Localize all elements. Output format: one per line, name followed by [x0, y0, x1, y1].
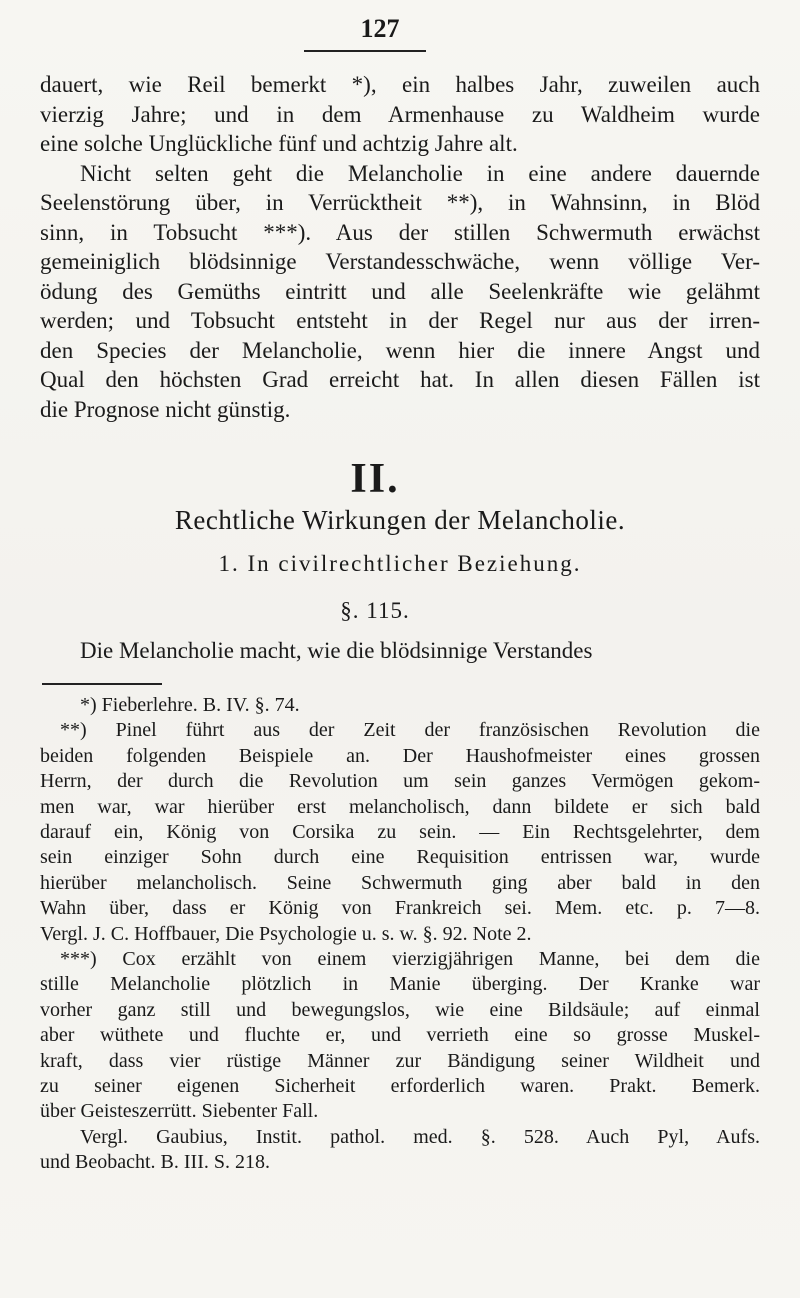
body-line: Nicht selten geht die Melancholie in eine andere dauernde	[80, 160, 760, 186]
footnote-rule	[42, 683, 162, 685]
paragraph-number: §. 115.	[340, 598, 410, 623]
footnote-line: Wahn über, dass er König von Frankreich sei. Mem. etc. p. 7—8.	[40, 897, 760, 920]
footnote-line: Vergl. J. C. Hoffbauer, Die Psychologie u. s. w. §. 92. Note 2.	[40, 922, 532, 945]
body-line: dauert, wie Reil bemerkt *), ein halbes Jahr, zuweilen auch	[40, 72, 760, 97]
section-title: Rechtliche Wirkungen der Melancholie.	[174, 505, 626, 535]
footnote-line: **) Pinel führt aus der Zeit der französischen Revolution die	[60, 719, 760, 742]
footnote-line: Vergl. Gaubius, Instit. pathol. med. §. 528. Auch Pyl, Aufs.	[80, 1125, 760, 1148]
body-line: Seelenstörung über, in Verrücktheit **), in Wahnsinn, in Blöd	[40, 190, 760, 215]
footnote-line: über Geisteszerrütt. Siebenter Fall.	[40, 1100, 319, 1123]
footnote-line: und Beobacht. B. III. S. 218.	[40, 1151, 270, 1174]
footnote-line: sein einziger Sohn durch eine Requisition entrissen war, wurde	[40, 846, 760, 869]
subsection-title: 1. In civilrechtlicher Beziehung.	[218, 551, 582, 576]
continuation-line: Die Melancholie macht, wie die blödsinnige Verstandes	[80, 638, 593, 663]
footnote-line: Herrn, der durch die Revolution um sein ganzes Vermögen gekom-	[40, 770, 760, 793]
body-line: sinn, in Tobsucht ***). Aus der stillen Schwermuth erwächst	[40, 219, 760, 245]
body-line: den Species der Melancholie, wenn hier die innere Angst und	[40, 337, 760, 363]
footnote-line: hierüber melancholisch. Seine Schwermuth ging aber bald in den	[40, 871, 760, 894]
footnote-line: beiden folgenden Beispiele an. Der Haushofmeister eines grossen	[40, 744, 760, 767]
page-number: 127	[360, 14, 400, 43]
body-line: werden; und Tobsucht entsteht in der Regel nur aus der irren-	[40, 308, 760, 333]
section-numeral: II.	[350, 456, 400, 502]
body-line: die Prognose nicht günstig.	[40, 396, 291, 422]
body-line: ödung des Gemüths eintritt und alle Seelenkräfte wie gelähmt	[40, 278, 760, 304]
header-rule	[304, 50, 426, 52]
footnote-line: kraft, dass vier rüstige Männer zur Bändigung seiner Wildheit und	[40, 1049, 760, 1072]
footnote-line: zu seiner eigenen Sicherheit erforderlich waren. Prakt. Bemerk.	[40, 1075, 760, 1097]
footnote-line: vorher ganz still und bewegungslos, wie eine Bildsäule; auf einmal	[40, 998, 760, 1021]
footnote-line: stille Melancholie plötzlich in Manie überging. Der Kranke war	[40, 973, 760, 996]
footnote-line: ***) Cox erzählt von einem vierzigjährigen Manne, bei dem die	[60, 948, 760, 970]
body-line: gemeiniglich blödsinnige Verstandesschwäche, wenn völlige Ver-	[40, 249, 760, 274]
body-line: eine solche Unglückliche fünf und achtzig Jahre alt.	[40, 131, 518, 156]
body-line: Qual den höchsten Grad erreicht hat. In allen diesen Fällen ist	[40, 367, 760, 392]
footnote-line: aber wüthete und fluchte er, und verrieth eine so grosse Muskel-	[40, 1024, 760, 1047]
body-line: vierzig Jahre; und in dem Armenhause zu Waldheim wurde	[40, 101, 760, 127]
footnote-line: *) Fieberlehre. B. IV. §. 74.	[80, 694, 300, 716]
footnote-line: men war, war hierüber erst melancholisch, dann bildete er sich bald	[40, 795, 760, 818]
footnote-line: darauf ein, König von Corsika zu sein. — Ein Rechtsgelehrter, dem	[40, 821, 760, 843]
